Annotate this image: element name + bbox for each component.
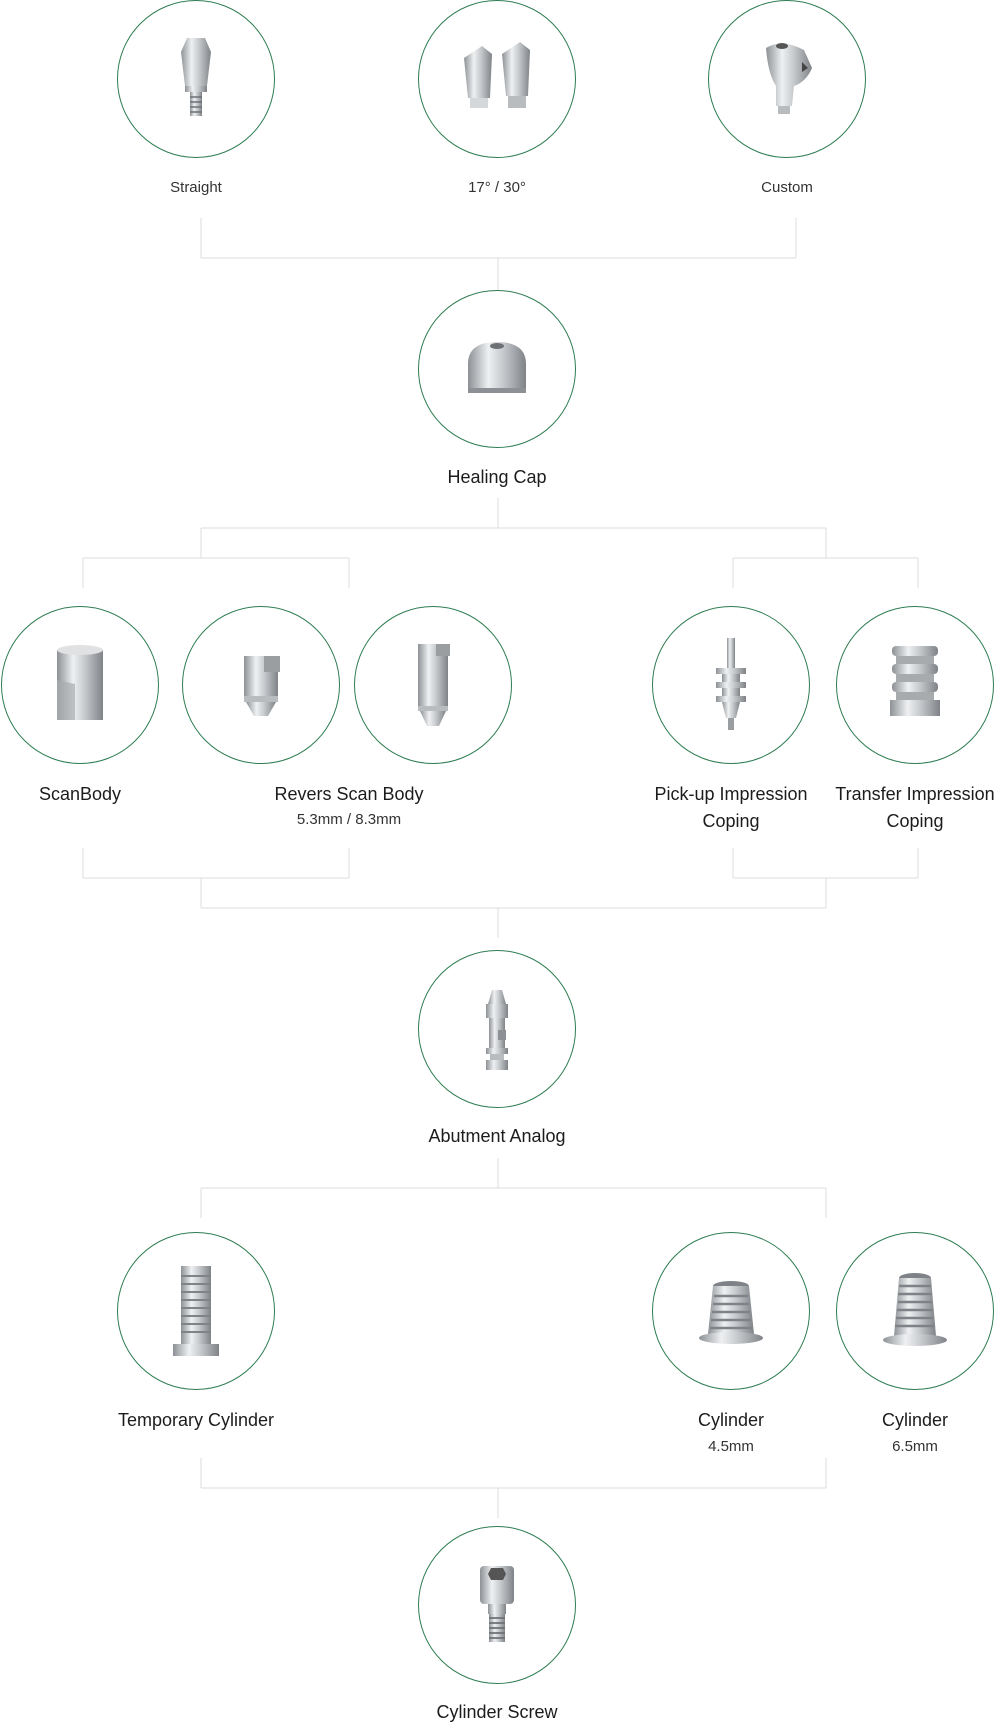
cylinder-65-size: 6.5mm [892, 1438, 938, 1455]
custom-node[interactable] [708, 0, 866, 158]
scanbody-node[interactable] [1, 606, 159, 764]
cylinder-icon [860, 1256, 970, 1366]
transfer-coping-label-1: Transfer Impression [835, 784, 995, 804]
revers-scan-body-long-icon [378, 630, 488, 740]
cylinder-45-label: Cylinder [697, 1410, 765, 1430]
transfer-coping-icon [860, 630, 970, 740]
temporary-cylinder-node[interactable] [117, 1232, 275, 1390]
revers-scan-body-short-icon [206, 630, 316, 740]
abutment-analog-node[interactable] [418, 950, 576, 1108]
straight-node[interactable] [117, 0, 275, 158]
cylinder-icon [676, 1256, 786, 1366]
cylinder-45-node[interactable] [652, 1232, 810, 1390]
transfer-coping-label-2: Coping [886, 811, 944, 831]
scanbody-icon [25, 630, 135, 740]
custom-abutment-icon [732, 24, 842, 134]
cylinder-65-label: Cylinder [881, 1410, 949, 1430]
straight-label: Straight [170, 179, 222, 196]
temporary-cylinder-icon [141, 1256, 251, 1366]
healing-cap-icon [442, 314, 552, 424]
pickup-coping-icon [676, 630, 786, 740]
cylinder-screw-icon [442, 1550, 552, 1660]
revers-scan-body-size: 5.3mm / 8.3mm [296, 811, 402, 828]
revers-scan-body-label: Revers Scan Body [274, 784, 424, 804]
cylinder-65-node[interactable] [836, 1232, 994, 1390]
cylinder-45-size: 4.5mm [708, 1438, 754, 1455]
scanbody-label: ScanBody [38, 784, 122, 804]
revers-scan-body-short-node[interactable] [182, 606, 340, 764]
revers-scan-body-long-node[interactable] [354, 606, 512, 764]
cylinder-screw-node[interactable] [418, 1526, 576, 1684]
pickup-coping-label-2: Coping [702, 811, 760, 831]
straight-abutment-icon [141, 24, 251, 134]
healing-cap-node[interactable] [418, 290, 576, 448]
pickup-coping-node[interactable] [652, 606, 810, 764]
abutment-analog-icon [442, 974, 552, 1084]
abutment-analog-label: Abutment Analog [428, 1126, 566, 1146]
custom-label: Custom [761, 179, 813, 196]
cylinder-screw-label: Cylinder Screw [436, 1702, 558, 1722]
transfer-coping-node[interactable] [836, 606, 994, 764]
angled-node[interactable] [418, 0, 576, 158]
healing-cap-label: Healing Cap [447, 467, 547, 487]
pickup-coping-label-1: Pick-up Impression [654, 784, 808, 804]
angled-abutment-icon [442, 24, 552, 134]
temporary-cylinder-label: Temporary Cylinder [117, 1410, 275, 1430]
angled-label: 17° / 30° [468, 179, 526, 196]
